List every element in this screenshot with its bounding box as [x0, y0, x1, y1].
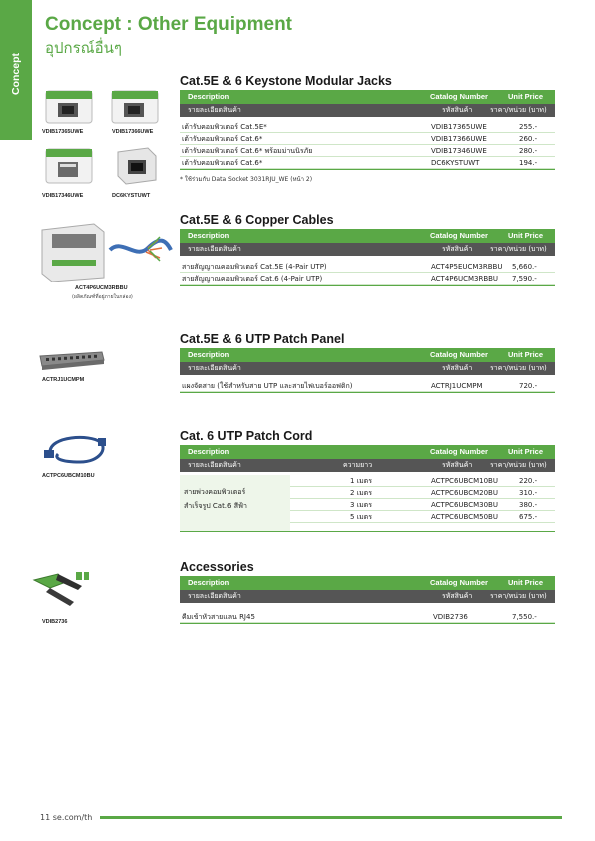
header-description-th: รายละเอียดสินค้า	[188, 245, 241, 253]
section-divider	[180, 392, 555, 393]
table-row	[180, 261, 555, 273]
header-catalog-th: รหัสสินค้า	[442, 592, 473, 600]
row-price: 280.-	[519, 147, 538, 155]
row-catalog-number: VDIB17366UWE	[431, 135, 487, 143]
row-catalog-number: ACTPC6UBCM50BU	[431, 513, 498, 521]
row-catalog-number: ACT4P5EUCM3RBBU	[431, 263, 503, 271]
header-catalog-number: Catalog Number	[430, 231, 488, 240]
table-row	[290, 511, 555, 523]
row-catalog-number: VDIB2736	[433, 613, 468, 621]
section-title-cables: Cat.5E & 6 Copper Cables	[180, 213, 334, 227]
header-unit-price: Unit Price	[508, 350, 544, 359]
header-unit-price: Unit Price	[508, 92, 544, 101]
table-row	[290, 475, 555, 487]
section-divider	[180, 169, 555, 170]
section-accessories	[180, 559, 555, 624]
table-row	[180, 157, 555, 169]
product-caption-keystone-3: VDIB17346UWE	[42, 193, 84, 199]
header-length-th: ความยาว	[343, 461, 373, 469]
header-description: Description	[188, 350, 230, 359]
table-row	[180, 121, 555, 133]
footnote: * ใช้ร่วมกับ Data Socket 3031RJU_WE (หน้า 2)	[180, 176, 313, 183]
table-row	[290, 499, 555, 511]
header-catalog-number: Catalog Number	[430, 447, 488, 456]
side-tab-label: Concept	[10, 53, 22, 95]
cord-description-cell	[180, 475, 290, 531]
table-header-th	[180, 459, 555, 472]
header-description: Description	[188, 447, 230, 456]
table-row	[180, 380, 555, 392]
row-catalog-number: ACTPC6UBCM30BU	[431, 501, 498, 509]
table-row	[290, 487, 555, 499]
header-catalog-number: Catalog Number	[430, 350, 488, 359]
row-catalog-number: VDIB17365UWE	[431, 123, 487, 131]
table-header-th	[180, 362, 555, 375]
header-unit-price: Unit Price	[508, 231, 544, 240]
table-header-en	[180, 348, 555, 362]
header-unit-price: Unit Price	[508, 578, 544, 587]
header-description-th: รายละเอียดสินค้า	[188, 364, 241, 372]
section-divider	[180, 285, 555, 286]
table-header-th	[180, 590, 555, 603]
product-caption-panel: ACTRJ1UCMPM	[42, 377, 85, 383]
footer-rule	[100, 816, 562, 819]
table-header-en	[180, 229, 555, 243]
header-catalog-th: รหัสสินค้า	[442, 245, 473, 253]
row-price: 7,590.-	[512, 275, 537, 283]
row-description: เต้ารับคอมพิวเตอร์ Cat.5E*	[182, 123, 267, 131]
row-price: 720.-	[519, 382, 538, 390]
section-cables	[180, 212, 555, 286]
product-caption-keystone-2: VDIB17366UWE	[112, 129, 154, 135]
row-catalog-number: ACTRJ1UCMPM	[431, 382, 483, 390]
table-header-en	[180, 90, 555, 104]
section-title-keystone: Cat.5E & 6 Keystone Modular Jacks	[180, 74, 392, 88]
row-description: เต้ารับคอมพิวเตอร์ Cat.6*	[182, 159, 263, 167]
table-row	[180, 273, 555, 285]
cable-box-image	[38, 220, 173, 282]
product-caption-cord: ACTPC6UBCM10BU	[42, 473, 95, 479]
page-title: Concept : Other Equipment	[45, 14, 292, 35]
keystone-jack-image-4	[108, 142, 164, 188]
section-keystone	[180, 73, 555, 184]
row-description: สายสัญญาณคอมพิวเตอร์ Cat.5E (4-Pair UTP)	[182, 263, 327, 271]
header-unit-price-th: ราคา/หน่วย (บาท)	[490, 245, 547, 253]
row-length: 1 เมตร	[350, 477, 372, 485]
row-length: 5 เมตร	[350, 513, 372, 521]
table-header-en	[180, 576, 555, 590]
page-subtitle: อุปกรณ์อื่นๆ	[45, 39, 122, 57]
cord-table-body	[180, 475, 555, 531]
row-price: 7,550.-	[512, 613, 537, 621]
header-description: Description	[188, 578, 230, 587]
section-panel	[180, 331, 555, 393]
row-catalog-number: DC6KYSTUWT	[431, 159, 480, 167]
table-row	[180, 133, 555, 145]
table-header-th	[180, 104, 555, 117]
row-price: 255.-	[519, 123, 538, 131]
header-unit-price: Unit Price	[508, 447, 544, 456]
section-title-cord: Cat. 6 UTP Patch Cord	[180, 429, 313, 443]
section-divider	[180, 531, 555, 532]
patch-cord-image	[40, 432, 112, 468]
section-title-panel: Cat.5E & 6 UTP Patch Panel	[180, 332, 345, 346]
header-unit-price-th: ราคา/หน่วย (บาท)	[490, 461, 547, 469]
product-caption-tool: VDIB2736	[42, 619, 68, 625]
product-caption-keystone-1: VDIB17365UWE	[42, 129, 84, 135]
table-row	[180, 611, 555, 623]
row-description: คีมเข้าหัวสายแลน RJ45	[182, 613, 255, 621]
header-description-th: รายละเอียดสินค้า	[188, 461, 241, 469]
header-unit-price-th: ราคา/หน่วย (บาท)	[490, 364, 547, 372]
header-catalog-number: Catalog Number	[430, 92, 488, 101]
cord-description-line1: สายพ่วงคอมพิวเตอร์	[184, 488, 246, 496]
header-description-th: รายละเอียดสินค้า	[188, 592, 241, 600]
cord-rows	[290, 475, 555, 523]
row-catalog-number: ACTPC6UBCM10BU	[431, 477, 498, 485]
crimp-tool-image	[28, 568, 90, 610]
table-header-en	[180, 445, 555, 459]
section-title-accessories: Accessories	[180, 560, 254, 574]
keystone-jack-image-2	[108, 85, 164, 127]
product-caption-cable: ACT4P6UCM3RBBU	[75, 285, 128, 291]
keystone-jack-image-3	[42, 145, 98, 187]
header-unit-price-th: ราคา/หน่วย (บาท)	[490, 106, 547, 114]
row-catalog-number: VDIB17346UWE	[431, 147, 487, 155]
row-catalog-number: ACT4P6UCM3RBBU	[431, 275, 499, 283]
row-length: 2 เมตร	[350, 489, 372, 497]
product-caption-cable-sub: (ผลิตภัณฑ์ที่อยู่ภายในกล่อง)	[72, 294, 133, 300]
row-length: 3 เมตร	[350, 501, 372, 509]
row-price: 5,660.-	[512, 263, 537, 271]
patch-panel-image	[38, 350, 106, 372]
cord-description-line2: สำเร็จรูป Cat.6 สีฟ้า	[184, 502, 247, 510]
row-price: 380.-	[519, 501, 538, 509]
row-description: เต้ารับคอมพิวเตอร์ Cat.6*	[182, 135, 263, 143]
row-description: เต้ารับคอมพิวเตอร์ Cat.6* พร้อมม่านนิรภัย	[182, 147, 313, 155]
row-description: แผงจัดสาย (ใช้สำหรับสาย UTP และสายไฟเบอร์ออฟติก)	[182, 382, 353, 390]
keystone-jack-image-1	[42, 85, 98, 127]
header-unit-price-th: ราคา/หน่วย (บาท)	[490, 592, 547, 600]
header-catalog-th: รหัสสินค้า	[442, 364, 473, 372]
row-catalog-number: ACTPC6UBCM20BU	[431, 489, 498, 497]
header-description-th: รายละเอียดสินค้า	[188, 106, 241, 114]
section-cord	[180, 428, 555, 532]
header-catalog-number: Catalog Number	[430, 578, 488, 587]
table-header-th	[180, 243, 555, 256]
header-description: Description	[188, 231, 230, 240]
footer-page-number: 11 se.com/th	[40, 813, 93, 822]
table-row	[180, 145, 555, 157]
row-price: 675.-	[519, 513, 538, 521]
header-catalog-th: รหัสสินค้า	[442, 106, 473, 114]
header-description: Description	[188, 92, 230, 101]
row-price: 194.-	[519, 159, 538, 167]
row-price: 260.-	[519, 135, 538, 143]
section-divider	[180, 623, 555, 624]
row-description: สายสัญญาณคอมพิวเตอร์ Cat.6 (4-Pair UTP)	[182, 275, 323, 283]
product-caption-keystone-4: DC6KYSTUWT	[112, 193, 151, 199]
row-price: 220.-	[519, 477, 538, 485]
header-catalog-th: รหัสสินค้า	[442, 461, 473, 469]
row-price: 310.-	[519, 489, 538, 497]
